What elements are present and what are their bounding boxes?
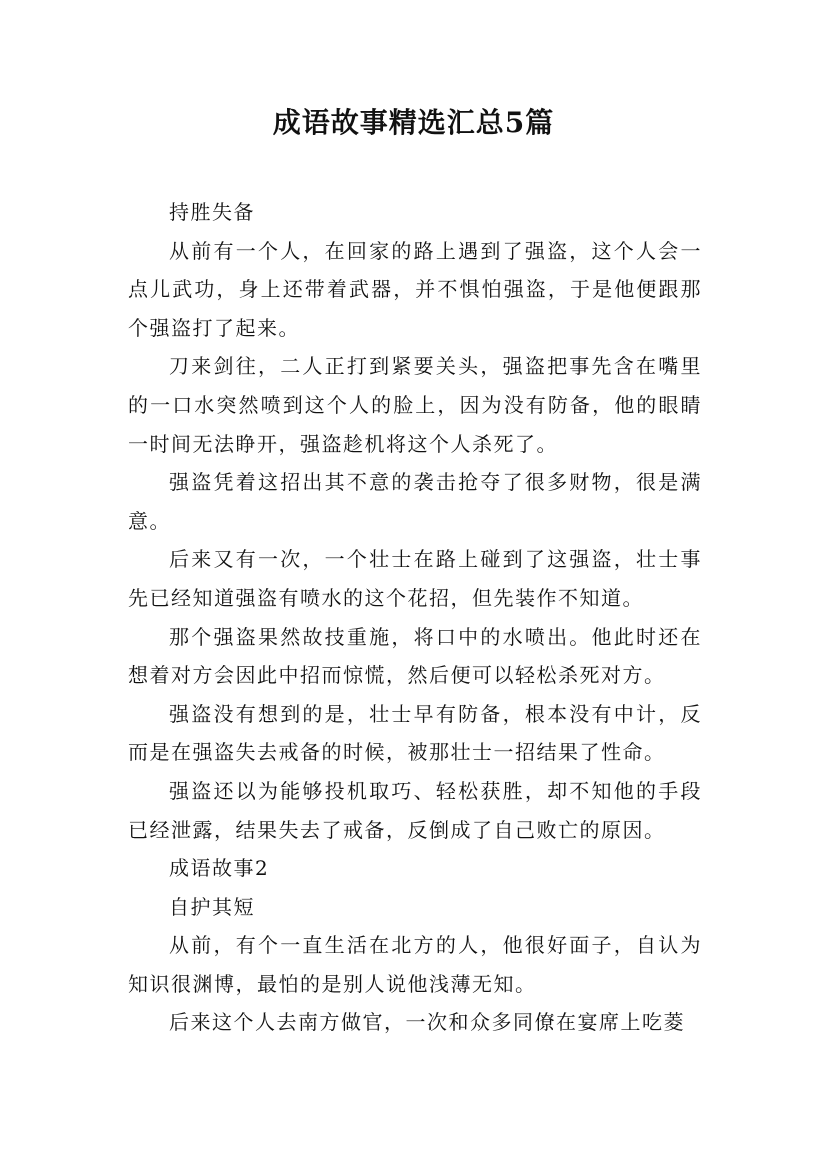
paragraph: 后来这个人去南方做官，一次和众多同僚在宴席上吃菱 xyxy=(169,1010,685,1035)
paragraph: 刀来剑往，二人正打到紧要关头，强盗把事先含在嘴里的一口水突然喷到这个人的脸上，因为没有防备，他的眼睛一时间无法睁开，强盗趁机将这个人杀死了。 xyxy=(128,354,702,456)
document-title: 成语故事精选汇总5篇 xyxy=(272,106,555,139)
paragraph: 那个强盗果然故技重施，将口中的水喷出。他此时还在想着对方会因此中招而惊慌，然后便可以轻松杀死对方。 xyxy=(128,624,702,688)
paragraph: 从前，有个一直生活在北方的人，他很好面子，自认为知识很渊博，最怕的是别人说他浅薄无知。 xyxy=(128,933,702,996)
document-body xyxy=(128,193,702,1042)
paragraph: 从前有一个人，在回家的路上遇到了强盗，这个人会一点儿武功，身上还带着武器，并不惧怕强盗，于是他便跟那个强盗打了起来。 xyxy=(128,238,702,340)
paragraph: 强盗没有想到的是，壮士早有防备，根本没有中计，反而是在强盗失去戒备的时候，被那壮士一招结果了性命。 xyxy=(128,701,702,765)
story-heading: 持胜失备 xyxy=(169,200,255,224)
paragraph: 强盗还以为能够投机取巧、轻松获胜，却不知他的手段已经泄露，结果失去了戒备，反倒成了自己败亡的原因。 xyxy=(128,778,702,842)
paragraph: 强盗凭着这招出其不意的袭击抢夺了很多财物，很是满意。 xyxy=(128,470,702,533)
paragraph: 后来又有一次，一个壮士在路上碰到了这强盗，壮士事先已经知道强盗有喷水的这个花招，但先装作不知道。 xyxy=(128,547,702,610)
story-heading: 自护其短 xyxy=(169,894,255,919)
section-heading: 成语故事2 xyxy=(169,856,270,881)
